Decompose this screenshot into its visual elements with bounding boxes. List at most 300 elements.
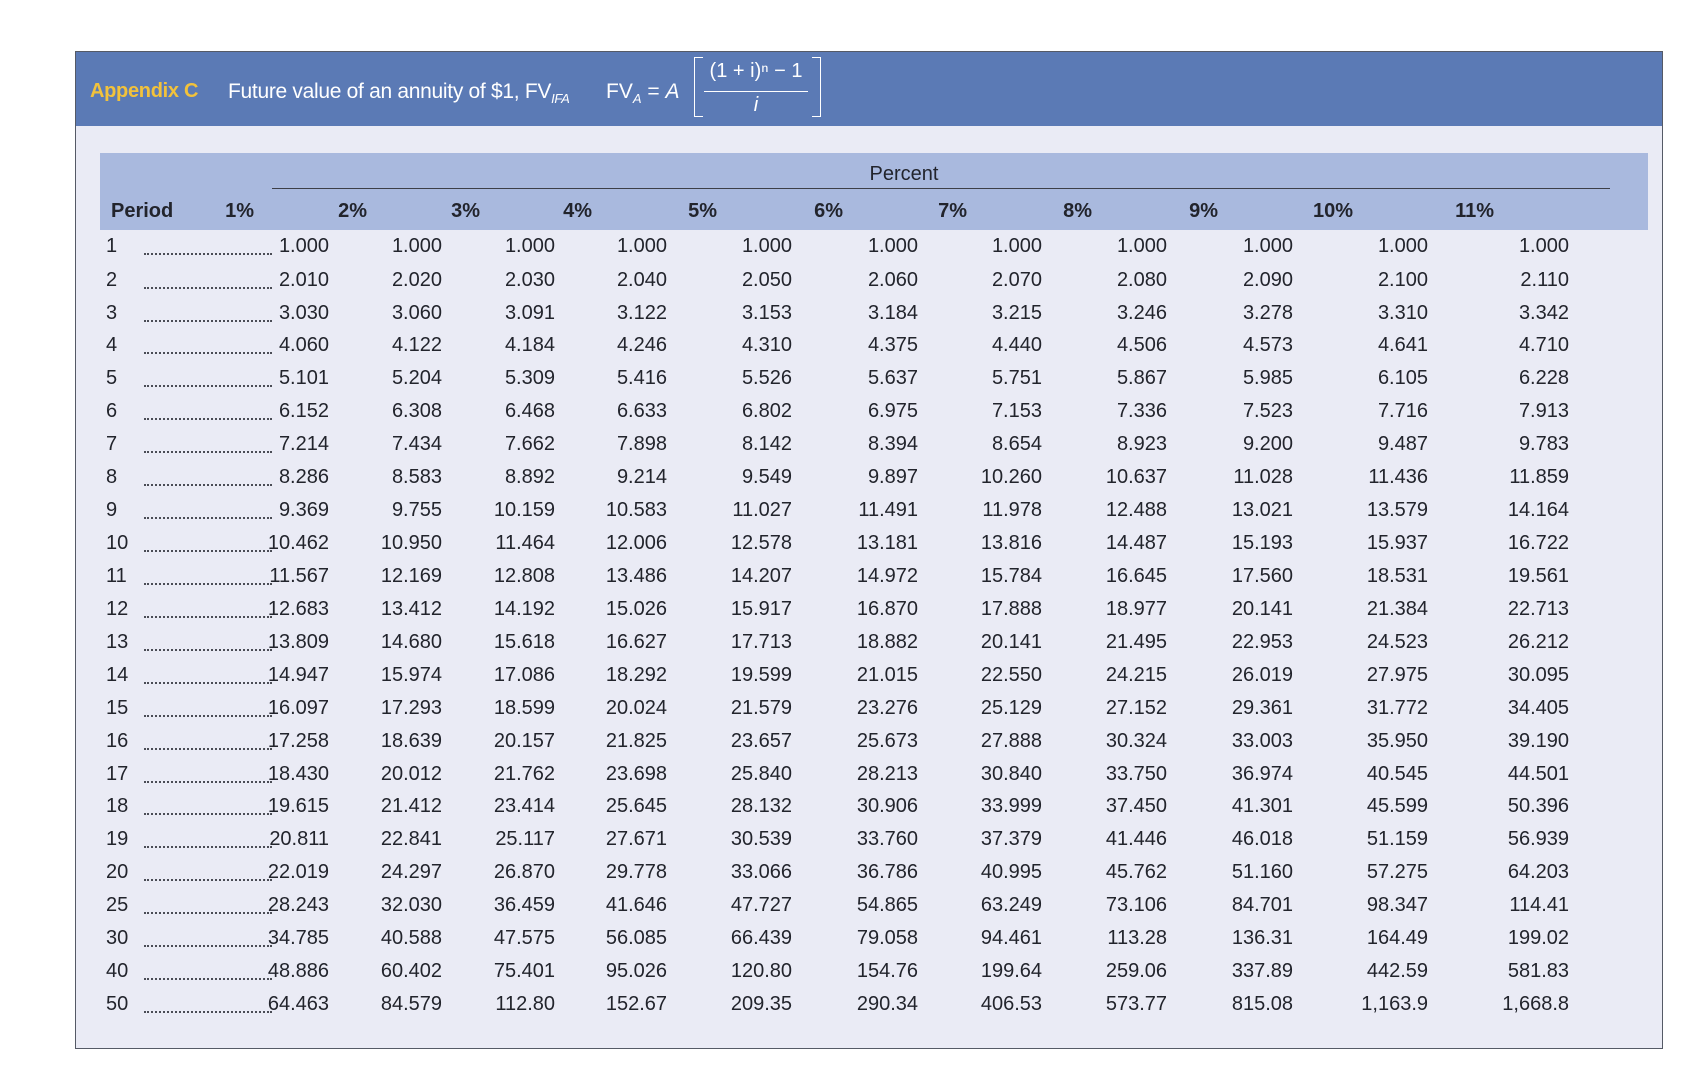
table-cell: 33.003 bbox=[1231, 730, 1293, 752]
table-cell: 11.028 bbox=[1233, 466, 1293, 488]
table-cell: 36.459 bbox=[493, 894, 555, 916]
table-cell: 15.937 bbox=[1366, 532, 1428, 554]
table-cell: 15.974 bbox=[380, 664, 442, 686]
table-cell: 6.802 bbox=[741, 400, 792, 422]
table-cell: 12.488 bbox=[1105, 499, 1167, 521]
table-row bbox=[76, 565, 1662, 595]
table-cell: 33.066 bbox=[730, 861, 792, 883]
formula-fv-subscript: A bbox=[632, 91, 642, 107]
table-cell: 2.100 bbox=[1377, 269, 1428, 291]
table-cell: 34.405 bbox=[1507, 697, 1569, 719]
table-cell: 25.840 bbox=[730, 763, 792, 785]
table-cell: 290.34 bbox=[856, 993, 918, 1015]
table-cell: 11.978 bbox=[982, 499, 1042, 521]
table-cell: 37.379 bbox=[980, 828, 1042, 850]
table-cell: 26.870 bbox=[493, 861, 555, 883]
table-cell: 6.975 bbox=[867, 400, 918, 422]
table-cell: 26.212 bbox=[1507, 631, 1569, 653]
table-cell: 16.627 bbox=[605, 631, 667, 653]
table-cell: 30.095 bbox=[1507, 664, 1569, 686]
table-cell: 1.000 bbox=[1242, 235, 1293, 257]
table-cell: 14.207 bbox=[730, 565, 792, 587]
table-cell: 11.436 bbox=[1368, 466, 1428, 488]
table-cell: 17.888 bbox=[980, 598, 1042, 620]
table-cell: 10.159 bbox=[493, 499, 555, 521]
table-cell: 3.215 bbox=[991, 302, 1042, 324]
table-cell: 199.64 bbox=[980, 960, 1042, 982]
table-cell: 6.105 bbox=[1377, 367, 1428, 389]
table-cell: 3.184 bbox=[867, 302, 918, 324]
table-cell: 4.184 bbox=[504, 334, 555, 356]
table-cell: 19.561 bbox=[1507, 565, 1569, 587]
title-bar bbox=[76, 52, 1662, 126]
table-cell: 60.402 bbox=[380, 960, 442, 982]
table-cell: 18.430 bbox=[267, 763, 329, 785]
table-title bbox=[228, 80, 569, 106]
table-cell: 22.550 bbox=[980, 664, 1042, 686]
formula-denominator: i bbox=[753, 94, 759, 116]
table-cell: 54.865 bbox=[856, 894, 918, 916]
table-cell: 152.67 bbox=[605, 993, 667, 1015]
table-cell: 26.019 bbox=[1231, 664, 1293, 686]
table-cell: 2.030 bbox=[504, 269, 555, 291]
table-cell: 406.53 bbox=[980, 993, 1042, 1015]
percent-group-rule bbox=[272, 188, 1610, 189]
table-cell: 1.000 bbox=[504, 235, 555, 257]
period-number: 2 bbox=[106, 269, 118, 291]
formula-equals: = bbox=[641, 80, 666, 103]
table-cell: 2.070 bbox=[991, 269, 1042, 291]
table-cell: 29.778 bbox=[605, 861, 667, 883]
table-cell: 12.578 bbox=[730, 532, 792, 554]
table-cell: 6.152 bbox=[278, 400, 329, 422]
table-cell: 2.110 bbox=[1520, 269, 1569, 291]
table-cell: 4.440 bbox=[991, 334, 1042, 356]
table-cell: 75.401 bbox=[493, 960, 555, 982]
table-cell: 41.646 bbox=[605, 894, 667, 916]
table-cell: 19.599 bbox=[730, 664, 792, 686]
table-cell: 14.947 bbox=[267, 664, 329, 686]
table-cell: 5.637 bbox=[867, 367, 918, 389]
period-number: 16 bbox=[106, 730, 129, 752]
table-cell: 2.050 bbox=[741, 269, 792, 291]
table-row bbox=[76, 400, 1662, 430]
table-cell: 95.026 bbox=[605, 960, 667, 982]
table-cell: 41.301 bbox=[1231, 795, 1293, 817]
table-row bbox=[76, 433, 1662, 463]
period-number: 15 bbox=[106, 697, 129, 719]
table-cell: 5.204 bbox=[391, 367, 442, 389]
table-cell: 30.324 bbox=[1105, 730, 1167, 752]
table-row bbox=[76, 960, 1662, 990]
table-cell: 11.491 bbox=[858, 499, 918, 521]
table-cell: 8.286 bbox=[278, 466, 329, 488]
period-number: 9 bbox=[106, 499, 118, 521]
table-row bbox=[76, 466, 1662, 496]
table-cell: 3.342 bbox=[1518, 302, 1569, 324]
period-number: 17 bbox=[106, 763, 129, 785]
table-cell: 2.080 bbox=[1116, 269, 1167, 291]
table-cell: 5.101 bbox=[278, 367, 329, 389]
table-cell: 8.892 bbox=[504, 466, 555, 488]
table-cell: 9.214 bbox=[616, 466, 667, 488]
formula-fv: FV bbox=[606, 80, 633, 103]
table-cell: 20.157 bbox=[493, 730, 555, 752]
table-cell: 15.784 bbox=[980, 565, 1042, 587]
table-cell: 56.939 bbox=[1507, 828, 1569, 850]
column-header-5pct: 5% bbox=[688, 200, 717, 222]
table-cell: 21.579 bbox=[730, 697, 792, 719]
table-cell: 40.588 bbox=[380, 927, 442, 949]
table-cell: 5.985 bbox=[1242, 367, 1293, 389]
table-cell: 23.276 bbox=[856, 697, 918, 719]
percent-group-label: Percent bbox=[869, 163, 939, 185]
table-cell: 18.639 bbox=[380, 730, 442, 752]
table-cell: 17.086 bbox=[493, 664, 555, 686]
table-cell: 120.80 bbox=[730, 960, 792, 982]
table-cell: 13.486 bbox=[605, 565, 667, 587]
period-number: 3 bbox=[106, 302, 118, 324]
period-number: 14 bbox=[106, 664, 129, 686]
table-cell: 16.097 bbox=[267, 697, 329, 719]
table-cell: 8.654 bbox=[991, 433, 1042, 455]
table-row bbox=[76, 828, 1662, 858]
table-cell: 1.000 bbox=[1518, 235, 1569, 257]
column-header-4pct: 4% bbox=[563, 200, 592, 222]
table-cell: 47.575 bbox=[493, 927, 555, 949]
table-cell: 8.394 bbox=[867, 433, 918, 455]
table-cell: 36.786 bbox=[856, 861, 918, 883]
table-cell: 20.141 bbox=[1231, 598, 1293, 620]
table-cell: 1.000 bbox=[741, 235, 792, 257]
table-row bbox=[76, 697, 1662, 727]
table-cell: 5.416 bbox=[616, 367, 667, 389]
table-cell: 8.142 bbox=[741, 433, 792, 455]
table-cell: 17.713 bbox=[730, 631, 792, 653]
table-row bbox=[76, 664, 1662, 694]
table-cell: 40.995 bbox=[980, 861, 1042, 883]
table-cell: 13.579 bbox=[1366, 499, 1428, 521]
table-cell: 20.012 bbox=[380, 763, 442, 785]
table-cell: 7.662 bbox=[504, 433, 555, 455]
column-header-11pct: 11% bbox=[1455, 200, 1494, 222]
table-cell: 573.77 bbox=[1105, 993, 1167, 1015]
table-cell: 27.671 bbox=[605, 828, 667, 850]
table-cell: 15.917 bbox=[730, 598, 792, 620]
table-cell: 48.886 bbox=[267, 960, 329, 982]
table-cell: 11.027 bbox=[732, 499, 792, 521]
table-cell: 3.246 bbox=[1116, 302, 1167, 324]
table-cell: 16.870 bbox=[856, 598, 918, 620]
table-cell: 28.243 bbox=[267, 894, 329, 916]
table-row bbox=[76, 334, 1662, 364]
table-cell: 98.347 bbox=[1366, 894, 1428, 916]
table-cell: 21.384 bbox=[1366, 598, 1428, 620]
table-cell: 45.762 bbox=[1105, 861, 1167, 883]
appendix-label: Appendix C bbox=[90, 80, 199, 102]
table-cell: 2.040 bbox=[616, 269, 667, 291]
table-cell: 64.203 bbox=[1507, 861, 1569, 883]
table-cell: 24.297 bbox=[380, 861, 442, 883]
column-header-1pct: 1% bbox=[225, 200, 254, 222]
table-cell: 4.506 bbox=[1116, 334, 1167, 356]
table-cell: 14.680 bbox=[380, 631, 442, 653]
period-number: 50 bbox=[106, 993, 129, 1015]
table-cell: 13.412 bbox=[380, 598, 442, 620]
table-row bbox=[76, 730, 1662, 760]
table-cell: 12.808 bbox=[493, 565, 555, 587]
table-cell: 3.153 bbox=[741, 302, 792, 324]
table-cell: 66.439 bbox=[730, 927, 792, 949]
table-cell: 30.539 bbox=[730, 828, 792, 850]
table-cell: 23.698 bbox=[605, 763, 667, 785]
table-cell: 4.641 bbox=[1377, 334, 1428, 356]
table-cell: 73.106 bbox=[1105, 894, 1167, 916]
table-cell: 36.974 bbox=[1231, 763, 1293, 785]
formula-fraction-bar bbox=[704, 91, 808, 92]
table-cell: 112.80 bbox=[495, 993, 555, 1015]
period-number: 8 bbox=[106, 466, 118, 488]
table-cell: 337.89 bbox=[1231, 960, 1293, 982]
table-cell: 581.83 bbox=[1507, 960, 1569, 982]
table-cell: 7.434 bbox=[391, 433, 442, 455]
table-cell: 6.228 bbox=[1518, 367, 1569, 389]
table-cell: 3.122 bbox=[616, 302, 667, 324]
table-cell: 4.060 bbox=[278, 334, 329, 356]
table-cell: 24.523 bbox=[1366, 631, 1428, 653]
table-cell: 11.464 bbox=[495, 532, 555, 554]
column-header-7pct: 7% bbox=[938, 200, 967, 222]
table-row bbox=[76, 631, 1662, 661]
table-cell: 12.683 bbox=[267, 598, 329, 620]
table-cell: 18.977 bbox=[1105, 598, 1167, 620]
table-cell: 51.160 bbox=[1231, 861, 1293, 883]
table-cell: 37.450 bbox=[1105, 795, 1167, 817]
table-cell: 23.657 bbox=[730, 730, 792, 752]
table-cell: 7.913 bbox=[1518, 400, 1569, 422]
table-cell: 442.59 bbox=[1366, 960, 1428, 982]
formula-right-bracket bbox=[812, 57, 821, 117]
table-cell: 7.214 bbox=[278, 433, 329, 455]
table-cell: 9.897 bbox=[867, 466, 918, 488]
table-cell: 9.200 bbox=[1242, 433, 1293, 455]
table-cell: 25.645 bbox=[605, 795, 667, 817]
table-cell: 199.02 bbox=[1507, 927, 1569, 949]
table-row bbox=[76, 795, 1662, 825]
table-cell: 33.999 bbox=[980, 795, 1042, 817]
table-cell: 27.888 bbox=[980, 730, 1042, 752]
table-cell: 25.673 bbox=[856, 730, 918, 752]
table-cell: 4.122 bbox=[391, 334, 442, 356]
table-row bbox=[76, 302, 1662, 332]
table-cell: 3.310 bbox=[1377, 302, 1428, 324]
formula-numerator: (1 + i)ⁿ − 1 bbox=[709, 60, 803, 82]
period-number: 25 bbox=[106, 894, 129, 916]
table-cell: 84.701 bbox=[1231, 894, 1293, 916]
table-cell: 11.567 bbox=[269, 565, 329, 587]
table-cell: 10.260 bbox=[980, 466, 1042, 488]
table-cell: 21.015 bbox=[856, 664, 918, 686]
column-header-6pct: 6% bbox=[814, 200, 843, 222]
table-cell: 41.446 bbox=[1105, 828, 1167, 850]
table-cell: 5.526 bbox=[741, 367, 792, 389]
table-cell: 7.153 bbox=[991, 400, 1042, 422]
period-column-header: Period bbox=[111, 200, 174, 222]
table-cell: 815.08 bbox=[1231, 993, 1293, 1015]
table-cell: 34.785 bbox=[267, 927, 329, 949]
period-number: 20 bbox=[106, 861, 129, 883]
table-cell: 5.309 bbox=[504, 367, 555, 389]
period-number: 13 bbox=[106, 631, 129, 653]
table-cell: 3.030 bbox=[278, 302, 329, 324]
table-cell: 20.141 bbox=[980, 631, 1042, 653]
table-cell: 28.213 bbox=[856, 763, 918, 785]
table-cell: 27.152 bbox=[1105, 697, 1167, 719]
table-cell: 4.375 bbox=[867, 334, 918, 356]
table-cell: 9.549 bbox=[741, 466, 792, 488]
table-cell: 3.060 bbox=[391, 302, 442, 324]
table-cell: 21.495 bbox=[1105, 631, 1167, 653]
table-row bbox=[76, 235, 1662, 265]
table-cell: 51.159 bbox=[1366, 828, 1428, 850]
table-cell: 22.841 bbox=[380, 828, 442, 850]
table-cell: 8.923 bbox=[1116, 433, 1167, 455]
column-header-9pct: 9% bbox=[1189, 200, 1218, 222]
table-cell: 17.293 bbox=[380, 697, 442, 719]
table-cell: 18.599 bbox=[493, 697, 555, 719]
table-cell: 20.811 bbox=[269, 828, 329, 850]
table-cell: 114.41 bbox=[1509, 894, 1569, 916]
table-cell: 13.816 bbox=[980, 532, 1042, 554]
table-cell: 7.716 bbox=[1377, 400, 1428, 422]
table-cell: 23.414 bbox=[493, 795, 555, 817]
table-cell: 63.249 bbox=[980, 894, 1042, 916]
table-cell: 12.169 bbox=[380, 565, 442, 587]
table-cell: 113.28 bbox=[1107, 927, 1167, 949]
table-cell: 57.275 bbox=[1366, 861, 1428, 883]
period-number: 4 bbox=[106, 334, 118, 356]
table-cell: 56.085 bbox=[605, 927, 667, 949]
table-cell: 14.164 bbox=[1507, 499, 1569, 521]
table-cell: 30.906 bbox=[856, 795, 918, 817]
formula-fraction bbox=[700, 60, 812, 124]
table-row bbox=[76, 499, 1662, 529]
table-cell: 25.129 bbox=[980, 697, 1042, 719]
table-cell: 7.898 bbox=[616, 433, 667, 455]
table-cell: 17.258 bbox=[267, 730, 329, 752]
table-cell: 15.026 bbox=[605, 598, 667, 620]
table-cell: 2.020 bbox=[391, 269, 442, 291]
table-cell: 1.000 bbox=[867, 235, 918, 257]
table-cell: 2.090 bbox=[1242, 269, 1293, 291]
table-cell: 9.783 bbox=[1518, 433, 1569, 455]
table-cell: 1.000 bbox=[1116, 235, 1167, 257]
table-cell: 13.181 bbox=[856, 532, 918, 554]
table-cell: 19.615 bbox=[267, 795, 329, 817]
table-cell: 15.618 bbox=[493, 631, 555, 653]
table-row bbox=[76, 269, 1662, 299]
table-cell: 13.021 bbox=[1231, 499, 1293, 521]
table-cell: 29.361 bbox=[1231, 697, 1293, 719]
table-cell: 14.487 bbox=[1105, 532, 1167, 554]
period-number: 7 bbox=[106, 433, 118, 455]
period-number: 12 bbox=[106, 598, 129, 620]
table-title-text: Future value of an annuity of $1, FV bbox=[228, 80, 552, 103]
period-number: 11 bbox=[106, 565, 127, 587]
table-cell: 12.006 bbox=[605, 532, 667, 554]
table-cell: 1.000 bbox=[391, 235, 442, 257]
table-cell: 50.396 bbox=[1507, 795, 1569, 817]
table-cell: 40.545 bbox=[1366, 763, 1428, 785]
table-cell: 164.49 bbox=[1366, 927, 1428, 949]
formula-a: A bbox=[665, 80, 680, 103]
table-cell: 8.583 bbox=[391, 466, 442, 488]
table-cell: 3.091 bbox=[504, 302, 555, 324]
table-cell: 31.772 bbox=[1366, 697, 1428, 719]
table-cell: 32.030 bbox=[380, 894, 442, 916]
table-cell: 1.000 bbox=[991, 235, 1042, 257]
table-cell: 64.463 bbox=[267, 993, 329, 1015]
table-cell: 6.633 bbox=[616, 400, 667, 422]
table-cell: 17.560 bbox=[1231, 565, 1293, 587]
table-cell: 9.487 bbox=[1377, 433, 1428, 455]
table-cell: 22.713 bbox=[1507, 598, 1569, 620]
table-cell: 6.468 bbox=[504, 400, 555, 422]
table-cell: 10.637 bbox=[1105, 466, 1167, 488]
table-cell: 2.060 bbox=[867, 269, 918, 291]
table-cell: 45.599 bbox=[1366, 795, 1428, 817]
table-cell: 84.579 bbox=[380, 993, 442, 1015]
table-cell: 33.750 bbox=[1105, 763, 1167, 785]
table-row bbox=[76, 367, 1662, 397]
table-cell: 14.192 bbox=[493, 598, 555, 620]
table-cell: 4.310 bbox=[741, 334, 792, 356]
table-cell: 22.953 bbox=[1231, 631, 1293, 653]
table-cell: 1,668.8 bbox=[1502, 993, 1569, 1015]
table-cell: 9.369 bbox=[278, 499, 329, 521]
table-cell: 30.840 bbox=[980, 763, 1042, 785]
table-cell: 16.722 bbox=[1507, 532, 1569, 554]
table-cell: 14.972 bbox=[856, 565, 918, 587]
table-row bbox=[76, 993, 1662, 1023]
table-cell: 10.462 bbox=[267, 532, 329, 554]
table-cell: 20.024 bbox=[605, 697, 667, 719]
period-number: 6 bbox=[106, 400, 118, 422]
period-number: 5 bbox=[106, 367, 118, 389]
table-cell: 9.755 bbox=[391, 499, 442, 521]
table-row bbox=[76, 894, 1662, 924]
table-cell: 33.760 bbox=[856, 828, 918, 850]
table-cell: 47.727 bbox=[730, 894, 792, 916]
table-cell: 2.010 bbox=[278, 269, 329, 291]
table-cell: 15.193 bbox=[1231, 532, 1293, 554]
table-cell: 7.523 bbox=[1242, 400, 1293, 422]
table-cell: 154.76 bbox=[856, 960, 918, 982]
table-cell: 18.531 bbox=[1366, 565, 1428, 587]
table-cell: 13.809 bbox=[267, 631, 329, 653]
table-cell: 24.215 bbox=[1105, 664, 1167, 686]
table-cell: 5.867 bbox=[1116, 367, 1167, 389]
table-cell: 6.308 bbox=[391, 400, 442, 422]
table-cell: 21.412 bbox=[380, 795, 442, 817]
table-cell: 18.882 bbox=[856, 631, 918, 653]
table-cell: 79.058 bbox=[856, 927, 918, 949]
period-number: 30 bbox=[106, 927, 129, 949]
table-cell: 16.645 bbox=[1105, 565, 1167, 587]
table-cell: 11.859 bbox=[1509, 466, 1569, 488]
table-cell: 4.573 bbox=[1242, 334, 1293, 356]
table-cell: 18.292 bbox=[605, 664, 667, 686]
